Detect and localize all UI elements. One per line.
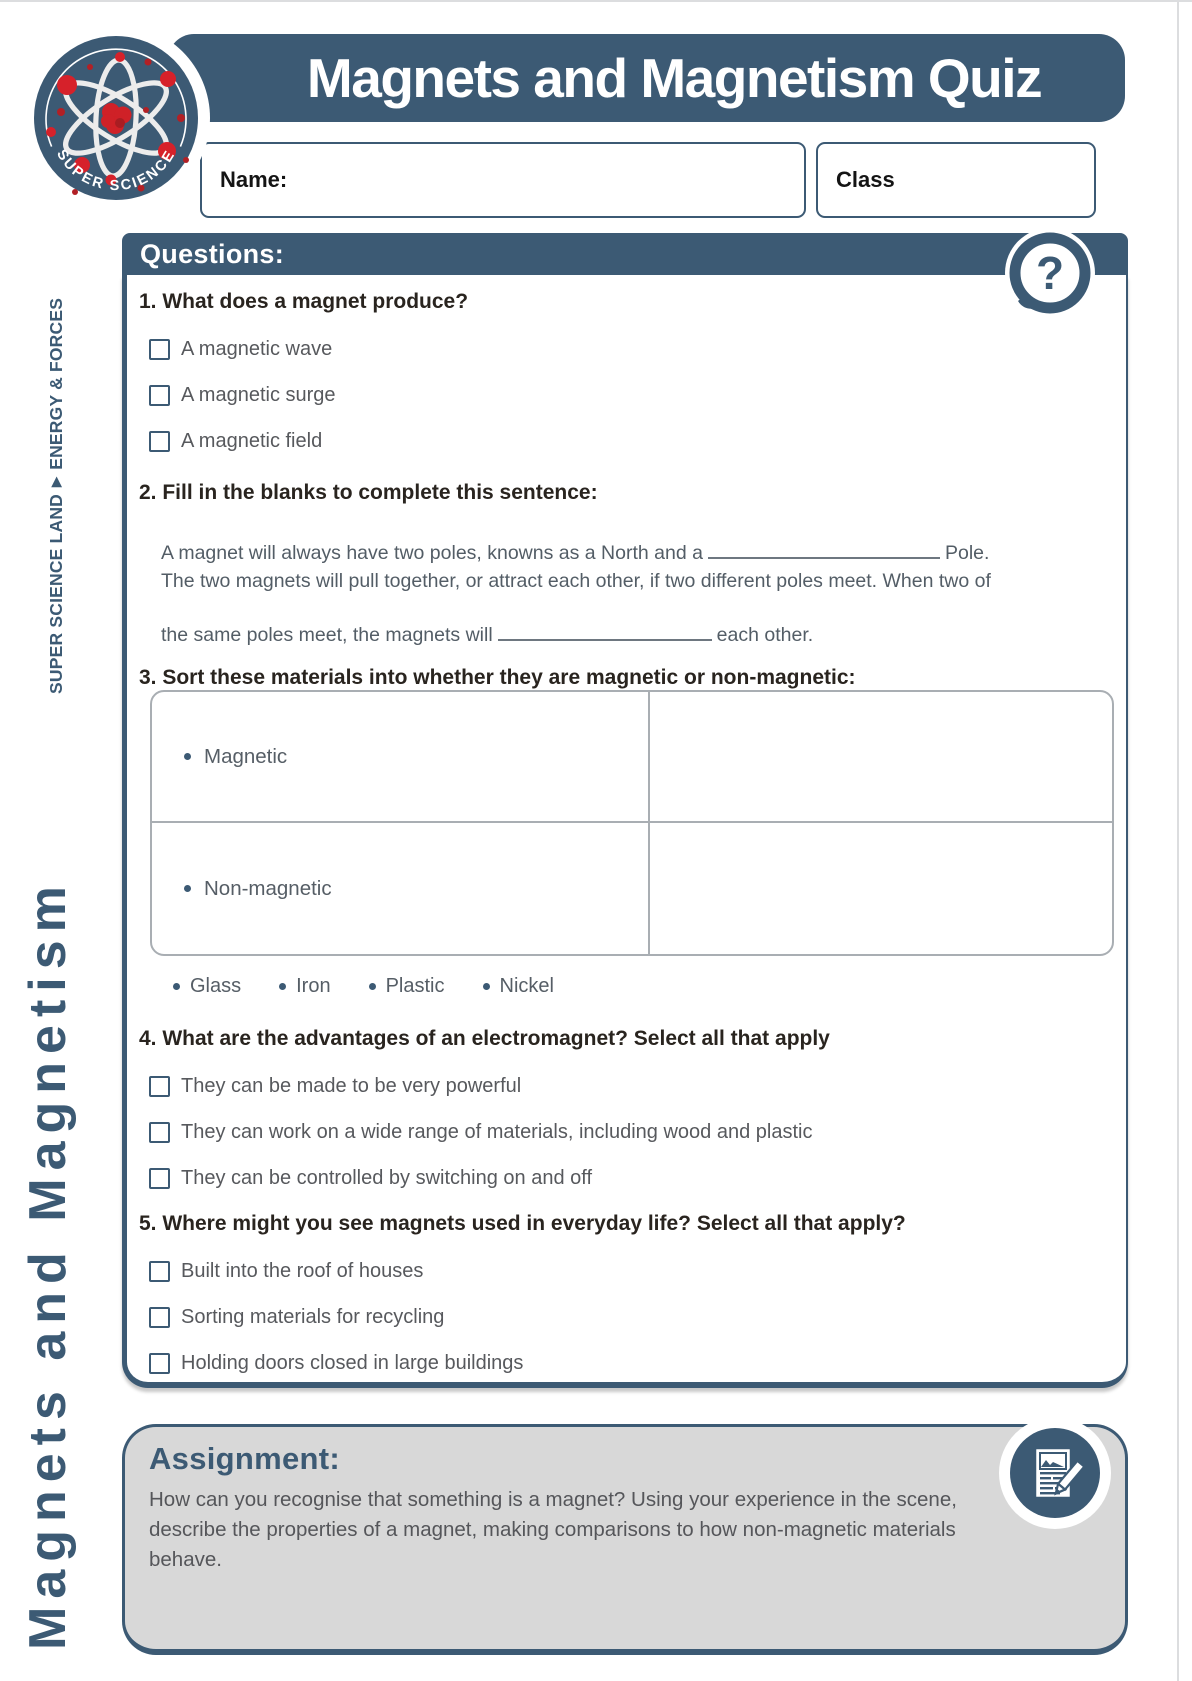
material-item[interactable]	[173, 975, 241, 998]
assignment-heading: Assignment:	[149, 1441, 341, 1476]
sidebar-series: SUPER SCIENCE LAND	[46, 493, 66, 694]
option-label: A magnetic field	[181, 430, 323, 452]
sort-answer-cell[interactable]	[650, 823, 1112, 954]
checkbox-option	[149, 1260, 1096, 1282]
checkbox[interactable]	[149, 1261, 170, 1282]
checkbox-option	[149, 430, 1096, 452]
option-label: A magnetic wave	[181, 338, 333, 360]
checkbox-option	[149, 1352, 1096, 1374]
checkbox[interactable]	[149, 1307, 170, 1328]
header-bar	[168, 34, 1125, 122]
option-label: They can be made to be very powerful	[181, 1075, 522, 1097]
bullet-icon	[369, 983, 376, 990]
checkbox-option	[149, 1121, 1096, 1143]
blank-field[interactable]	[708, 542, 940, 559]
checkbox-option	[149, 384, 1096, 406]
assignment-box	[122, 1424, 1128, 1655]
page-edge-top	[0, 0, 1192, 2]
material-item[interactable]	[369, 975, 445, 998]
questions-content	[139, 275, 1096, 1374]
questions-heading: Questions:	[140, 238, 285, 269]
material-label: Plastic	[385, 974, 445, 997]
sort-row-label	[152, 692, 650, 823]
fill-line	[161, 539, 1096, 567]
checkbox[interactable]	[149, 431, 170, 452]
option-label: A magnetic surge	[181, 384, 336, 406]
sidebar-strand: ENERGY & FORCES	[46, 297, 66, 470]
checkbox[interactable]	[149, 1122, 170, 1143]
page-title: Magnets and Magnetism Quiz	[306, 47, 1042, 109]
material-item[interactable]	[279, 975, 330, 998]
checkbox-option	[149, 338, 1096, 360]
fill-text: Pole.	[944, 542, 990, 564]
material-item[interactable]	[483, 975, 554, 998]
option-label: They can be controlled by switching on and off	[181, 1167, 592, 1189]
questions-section-header	[122, 233, 1128, 275]
assignment-body: How can you recognise that something is a magnet? Using your experience in the scene, describe the properties of a magnet, making comparisons to how non-magnetic materials behave.	[149, 1488, 957, 1571]
checkbox-option	[149, 1075, 1096, 1097]
atom-icon	[20, 22, 212, 214]
material-label: Iron	[296, 974, 331, 997]
option-label: Holding doors closed in large buildings	[181, 1352, 524, 1374]
checkbox[interactable]	[149, 1076, 170, 1097]
bullet-icon	[483, 983, 490, 990]
bullet-icon	[279, 983, 286, 990]
question-heading-2: 2. Fill in the blanks to complete this sentence:	[139, 481, 598, 504]
sidebar-breadcrumb	[46, 298, 67, 694]
option-label: They can work on a wide range of materials, including wood and plastic	[181, 1121, 813, 1143]
checkbox-option	[149, 1167, 1096, 1189]
checkbox[interactable]	[149, 339, 170, 360]
fill-text: each other.	[716, 624, 814, 646]
material-label: Glass	[190, 974, 242, 997]
fill-text: the same poles meet, the magnets will	[161, 624, 493, 646]
fill-line	[161, 567, 1096, 595]
checkbox-option	[149, 1306, 1096, 1328]
fill-text: The two magnets will pull together, or attract each other, if two different poles meet. When two of	[161, 570, 991, 592]
fill-line	[161, 621, 1096, 649]
sort-answer-cell[interactable]	[650, 692, 1112, 823]
fill-text: A magnet will always have two poles, knowns as a North and a	[161, 542, 703, 564]
logo-caption: SUPER SCIENCE	[53, 146, 179, 195]
super-science-logo	[20, 22, 212, 214]
svg-text:?: ?	[1035, 247, 1065, 299]
arrow-icon: ▶	[48, 476, 63, 487]
sort-row-label-text: Magnetic	[204, 744, 288, 768]
materials-list	[173, 974, 1096, 998]
blank-field[interactable]	[498, 624, 712, 641]
bullet-icon	[184, 753, 191, 760]
question-heading-3: 3. Sort these materials into whether they are magnetic or non-magnetic:	[139, 666, 856, 689]
question-heading-4: 4. What are the advantages of an electromagnet? Select all that apply	[139, 1027, 830, 1050]
questions-box	[122, 275, 1128, 1388]
sort-row-label	[152, 823, 650, 954]
checkbox[interactable]	[149, 1353, 170, 1374]
sidebar-topic-title: Magnets and Magnetism	[19, 878, 77, 1650]
page-edge-right	[1177, 0, 1179, 1681]
sort-table	[150, 690, 1114, 956]
question-heading-1: 1. What does a magnet produce?	[139, 290, 469, 313]
bullet-icon	[184, 885, 191, 892]
bullet-icon	[173, 983, 180, 990]
option-label: Sorting materials for recycling	[181, 1306, 445, 1328]
sort-row-label-text: Non-magnetic	[204, 876, 332, 900]
question-mark-icon	[1004, 227, 1096, 319]
assignment-document-pencil-icon	[998, 1416, 1112, 1530]
name-field[interactable]	[200, 142, 806, 218]
name-field-label: Name:	[220, 167, 288, 192]
checkbox[interactable]	[149, 1168, 170, 1189]
question-heading-5: 5. Where might you see magnets used in everyday life? Select all that apply?	[139, 1212, 906, 1235]
class-field-label: Class	[836, 167, 895, 192]
checkbox[interactable]	[149, 385, 170, 406]
option-label: Built into the roof of houses	[181, 1260, 424, 1282]
class-field[interactable]	[816, 142, 1096, 218]
material-label: Nickel	[499, 974, 554, 997]
